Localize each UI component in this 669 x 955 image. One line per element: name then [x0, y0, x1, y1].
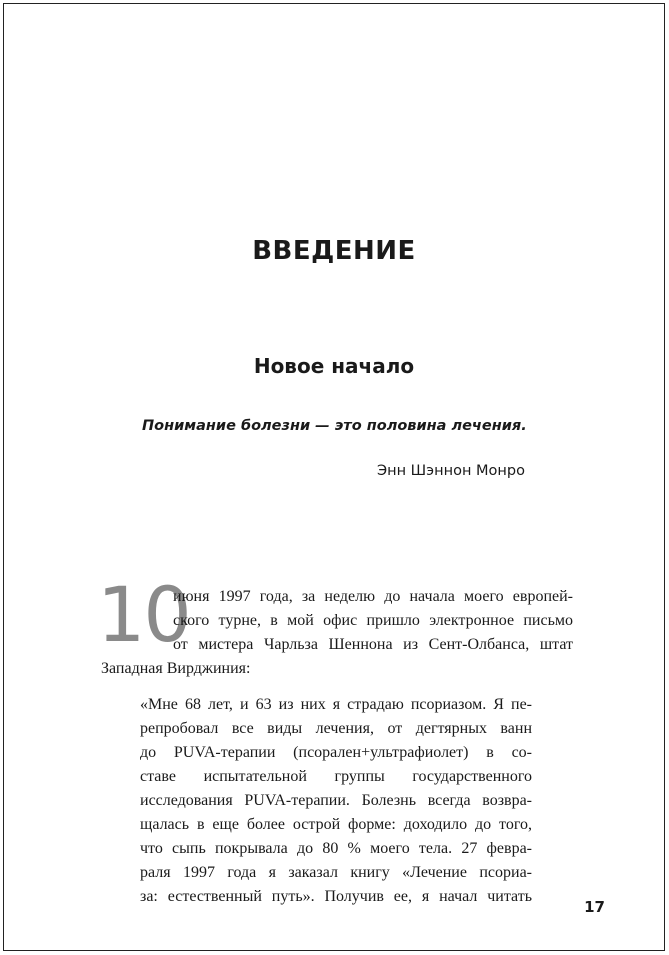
- page-number: 17: [584, 898, 605, 916]
- epigraph-quote: Понимание болезни — это половина лечения.: [142, 418, 527, 434]
- quote-line-9: за: естественный путь». Получив ее, я начал читать: [140, 888, 532, 905]
- quote-line-8: раля 1997 года я заказал книгу «Лечение псориа-: [140, 864, 532, 881]
- section-title: Новое начало: [253, 354, 415, 378]
- quote-line-6: щалась в еще более острой форме: доходило до того,: [140, 816, 532, 833]
- body-line-4: Западная Вирджиния:: [101, 660, 251, 677]
- quote-line-7: что сыпь покрывала до 80 % моего тела. 27 февра-: [140, 840, 532, 857]
- quote-line-4: ставе испытательной группы государственного: [140, 768, 532, 785]
- body-line-3: от мистера Чарльза Шеннона из Сент-Олбанса, штат: [173, 636, 573, 653]
- quote-line-3: до PUVA-терапии (псорален+ультрафиолет) в со-: [140, 744, 532, 761]
- book-page: [3, 3, 665, 951]
- body-line-1: июня 1997 года, за неделю до начала моего европей-: [173, 588, 573, 605]
- quote-line-1: «Мне 68 лет, и 63 из них я страдаю псориазом. Я пе-: [140, 696, 532, 713]
- body-line-2: ского турне, в мой офис пришло электронное письмо: [173, 612, 573, 629]
- drop-cap-number: 10: [97, 570, 190, 659]
- quote-line-5: исследования PUVA-терапии. Болезнь всегда возвра-: [140, 792, 532, 809]
- chapter-title: ВВЕДЕНИЕ: [252, 236, 416, 266]
- epigraph-author: Энн Шэннон Монро: [376, 463, 525, 479]
- quote-line-2: репробовал все виды лечения, от дегтярных ванн: [140, 720, 532, 737]
